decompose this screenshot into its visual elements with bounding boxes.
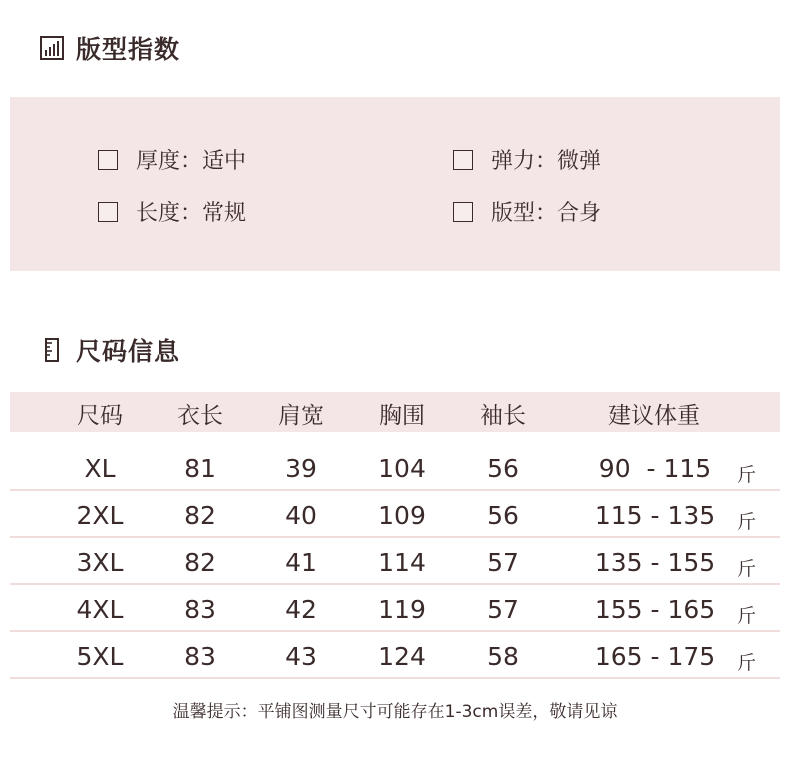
fit-item-label: 厚度：适中 — [136, 149, 247, 174]
bar-chart-icon — [40, 36, 64, 60]
cell-chest: 104 — [378, 454, 426, 483]
cell-length: 82 — [184, 548, 216, 577]
cell-shoulder: 40 — [285, 501, 317, 530]
fit-item-label: 长度：常规 — [136, 201, 247, 226]
cell-sleeve: 56 — [487, 501, 519, 530]
table-row — [10, 444, 780, 491]
cell-weight: 155 - 165 — [594, 595, 716, 624]
fit-item-elasticity — [453, 144, 601, 175]
fit-item-label: 弹力：微弹 — [491, 149, 602, 174]
size-table-header — [10, 392, 780, 432]
cell-size: 3XL — [76, 548, 124, 577]
header-shoulder: 肩宽 — [278, 403, 324, 429]
fit-index-panel — [10, 97, 780, 271]
cell-length: 82 — [184, 501, 216, 530]
cell-length: 83 — [184, 595, 216, 624]
cell-unit: 斤 — [737, 464, 757, 486]
checkbox-icon — [453, 150, 473, 170]
cell-weight: 135 - 155 — [594, 548, 716, 577]
cell-chest: 119 — [378, 595, 426, 624]
cell-weight: 90 - 115 — [598, 454, 712, 483]
header-chest: 胸围 — [379, 403, 425, 429]
size-section-heading: 尺码信息 — [76, 337, 181, 366]
fit-item-label: 版型：合身 — [491, 201, 602, 226]
cell-unit: 斤 — [737, 605, 757, 627]
cell-size: XL — [84, 454, 116, 483]
cell-size: 2XL — [76, 501, 124, 530]
table-row — [10, 585, 780, 632]
cell-sleeve: 58 — [487, 642, 519, 671]
table-row — [10, 632, 780, 679]
cell-unit: 斤 — [737, 511, 757, 533]
cell-chest: 124 — [378, 642, 426, 671]
fit-item-length — [98, 196, 246, 227]
cell-shoulder: 43 — [285, 642, 317, 671]
checkbox-icon — [453, 202, 473, 222]
header-sleeve: 袖长 — [480, 403, 526, 429]
header-size: 尺码 — [77, 403, 123, 429]
cell-size: 5XL — [76, 642, 124, 671]
cell-chest: 114 — [378, 548, 426, 577]
fit-section-title — [40, 30, 180, 66]
row-divider — [10, 677, 780, 679]
cell-length: 83 — [184, 642, 216, 671]
cell-unit: 斤 — [737, 652, 757, 674]
checkbox-icon — [98, 150, 118, 170]
cell-length: 81 — [184, 454, 216, 483]
ruler-icon — [40, 338, 64, 362]
cell-chest: 109 — [378, 501, 426, 530]
table-row — [10, 538, 780, 585]
cell-unit: 斤 — [737, 558, 757, 580]
cell-sleeve: 57 — [487, 595, 519, 624]
fit-item-cut — [453, 196, 601, 227]
cell-shoulder: 39 — [285, 454, 317, 483]
cell-size: 4XL — [76, 595, 124, 624]
header-weight: 建议体重 — [608, 403, 700, 429]
cell-shoulder: 42 — [285, 595, 317, 624]
cell-weight: 165 - 175 — [594, 642, 716, 671]
size-section-title — [40, 332, 180, 368]
cell-weight: 115 - 135 — [594, 501, 716, 530]
checkbox-icon — [98, 202, 118, 222]
cell-sleeve: 57 — [487, 548, 519, 577]
table-row — [10, 491, 780, 538]
measurement-note: 温馨提示：平铺图测量尺寸可能存在1-3cm误差，敬请见谅 — [172, 702, 618, 722]
cell-shoulder: 41 — [285, 548, 317, 577]
cell-sleeve: 56 — [487, 454, 519, 483]
header-length: 衣长 — [177, 403, 223, 429]
fit-item-thickness — [98, 144, 246, 175]
fit-section-heading: 版型指数 — [76, 35, 181, 64]
